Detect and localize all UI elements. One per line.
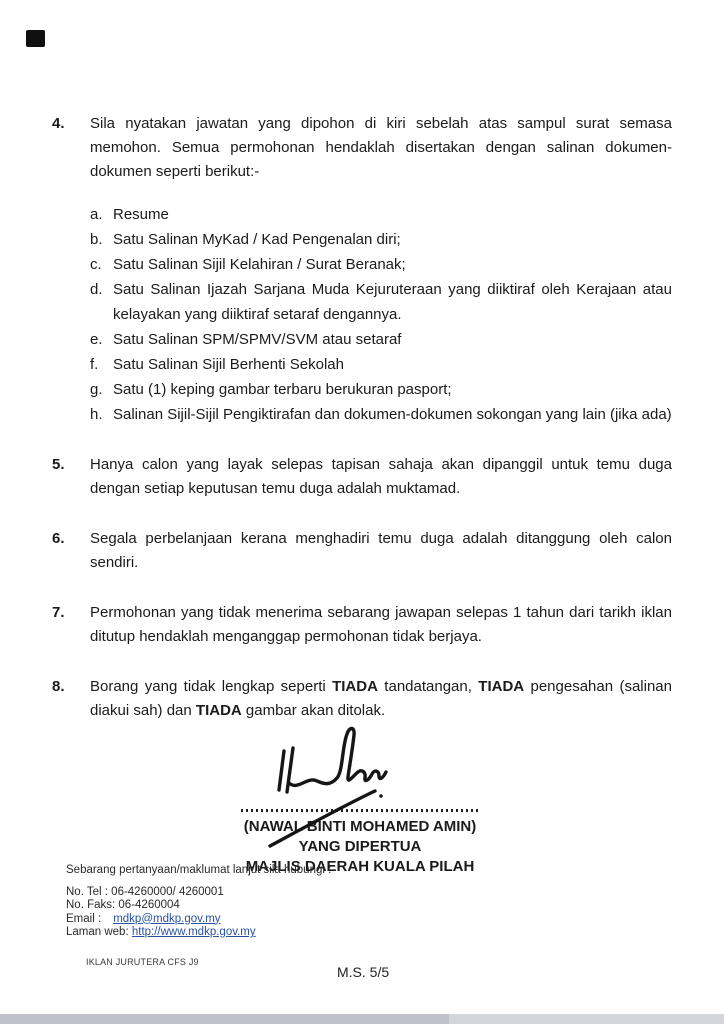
list-item <box>90 252 672 277</box>
list-text: Resume <box>113 206 169 223</box>
list-letter: f. <box>90 356 99 373</box>
signatory-organization: MAJLIS DAERAH KUALA PILAH <box>245 858 475 875</box>
list-text: Salinan Sijil-Sijil Pengiktirafan dan dokumen-dokumen sokongan yang lain (jika ada) <box>113 406 672 423</box>
footer-reference-note: IKLAN JURUTERA CFS J9 <box>86 957 199 967</box>
list-letter: b. <box>90 231 103 248</box>
item-4-text: Sila nyatakan jawatan yang dipohon di kiri sebelah atas sampul surat semasa memohon. Semua permohonan hendaklah disertakan dengan salinan dokumen-dokumen seperti berikut:- <box>90 115 672 180</box>
list-item <box>90 327 672 352</box>
contact-intro: Sebarang pertanyaan/maklumat lanjut sila hubungi : <box>66 864 332 876</box>
list-item <box>90 227 672 252</box>
contact-faks: No. Faks: 06-4260004 <box>66 899 180 911</box>
email-label: Email : <box>66 912 102 925</box>
page-number: M.S. 5/5 <box>337 964 390 980</box>
email-link[interactable]: mdkp@mdkp.gov.my <box>113 912 221 925</box>
list-text: Satu Salinan Ijazah Sarjana Muda Kejuruteraan yang diiktiraf oleh Kerajaan atau kelayakan yang diiktiraf setaraf dengannya. <box>113 281 672 323</box>
website-link[interactable]: http://www.mdkp.gov.my <box>131 926 256 938</box>
contact-web-row <box>66 926 331 940</box>
list-text: Satu Salinan Sijil Kelahiran / Surat Beranak; <box>113 256 406 273</box>
list-item <box>90 352 672 377</box>
dotted-signature-line <box>241 809 479 812</box>
paragraph-item-5 <box>52 453 672 501</box>
document-checklist <box>90 202 672 427</box>
item-number: 5. <box>52 456 65 473</box>
paragraph-item-6 <box>52 527 672 575</box>
paragraph-item-7 <box>52 601 672 649</box>
list-letter: g. <box>90 381 103 398</box>
list-text: Satu Salinan Sijil Berhenti Sekolah <box>113 356 344 373</box>
signatory-name: (NAWAL BINTI MOHAMED AMIN) <box>243 818 477 835</box>
contact-tel: No. Tel : 06-4260000/ 4260001 <box>66 885 224 898</box>
web-label: Laman web: <box>66 926 129 938</box>
item-number: 7. <box>52 604 65 621</box>
item-8-text: Borang yang tidak lengkap seperti TIADA tandatangan, TIADA pengesahan (salinan diakui sah) dan TIADA gambar akan ditolak. <box>90 678 672 719</box>
list-letter: h. <box>90 406 103 423</box>
paragraph-item-8 <box>52 675 672 723</box>
list-letter: d. <box>90 281 103 298</box>
item-number: 8. <box>52 678 65 695</box>
list-text: Satu Salinan SPM/SPMV/SVM atau setaraf <box>113 331 402 348</box>
paragraph-item-4 <box>52 112 672 427</box>
signature-block <box>210 731 510 877</box>
item-7-text: Permohonan yang tidak menerima sebarang jawapan selepas 1 tahun dari tarikh iklan ditutup hendaklah menganggap permohonan tidak berjaya. <box>90 604 672 645</box>
item-5-text: Hanya calon yang layak selepas tapisan sahaja akan dipanggil untuk temu duga dengan setiap keputusan temu duga adalah muktamad. <box>90 456 672 497</box>
list-item <box>90 377 672 402</box>
bottom-edge-strip <box>0 1014 724 1024</box>
list-text: Satu (1) keping gambar terbaru berukuran pasport; <box>113 381 452 398</box>
item-number: 6. <box>52 530 65 547</box>
contact-email-row <box>66 913 331 927</box>
list-text: Satu Salinan MyKad / Kad Pengenalan diri; <box>113 231 401 248</box>
list-letter: e. <box>90 331 103 348</box>
list-letter: c. <box>90 256 102 273</box>
contact-block <box>66 864 331 940</box>
list-item <box>90 202 672 227</box>
list-item <box>90 402 672 427</box>
corner-mark <box>26 30 45 47</box>
item-6-text: Segala perbelanjaan kerana menghadiri temu duga adalah ditanggung oleh calon sendiri. <box>90 530 672 571</box>
list-item <box>90 277 672 327</box>
item-number: 4. <box>52 115 65 132</box>
signatory-title: YANG DIPERTUA <box>298 838 422 855</box>
list-letter: a. <box>90 206 103 223</box>
